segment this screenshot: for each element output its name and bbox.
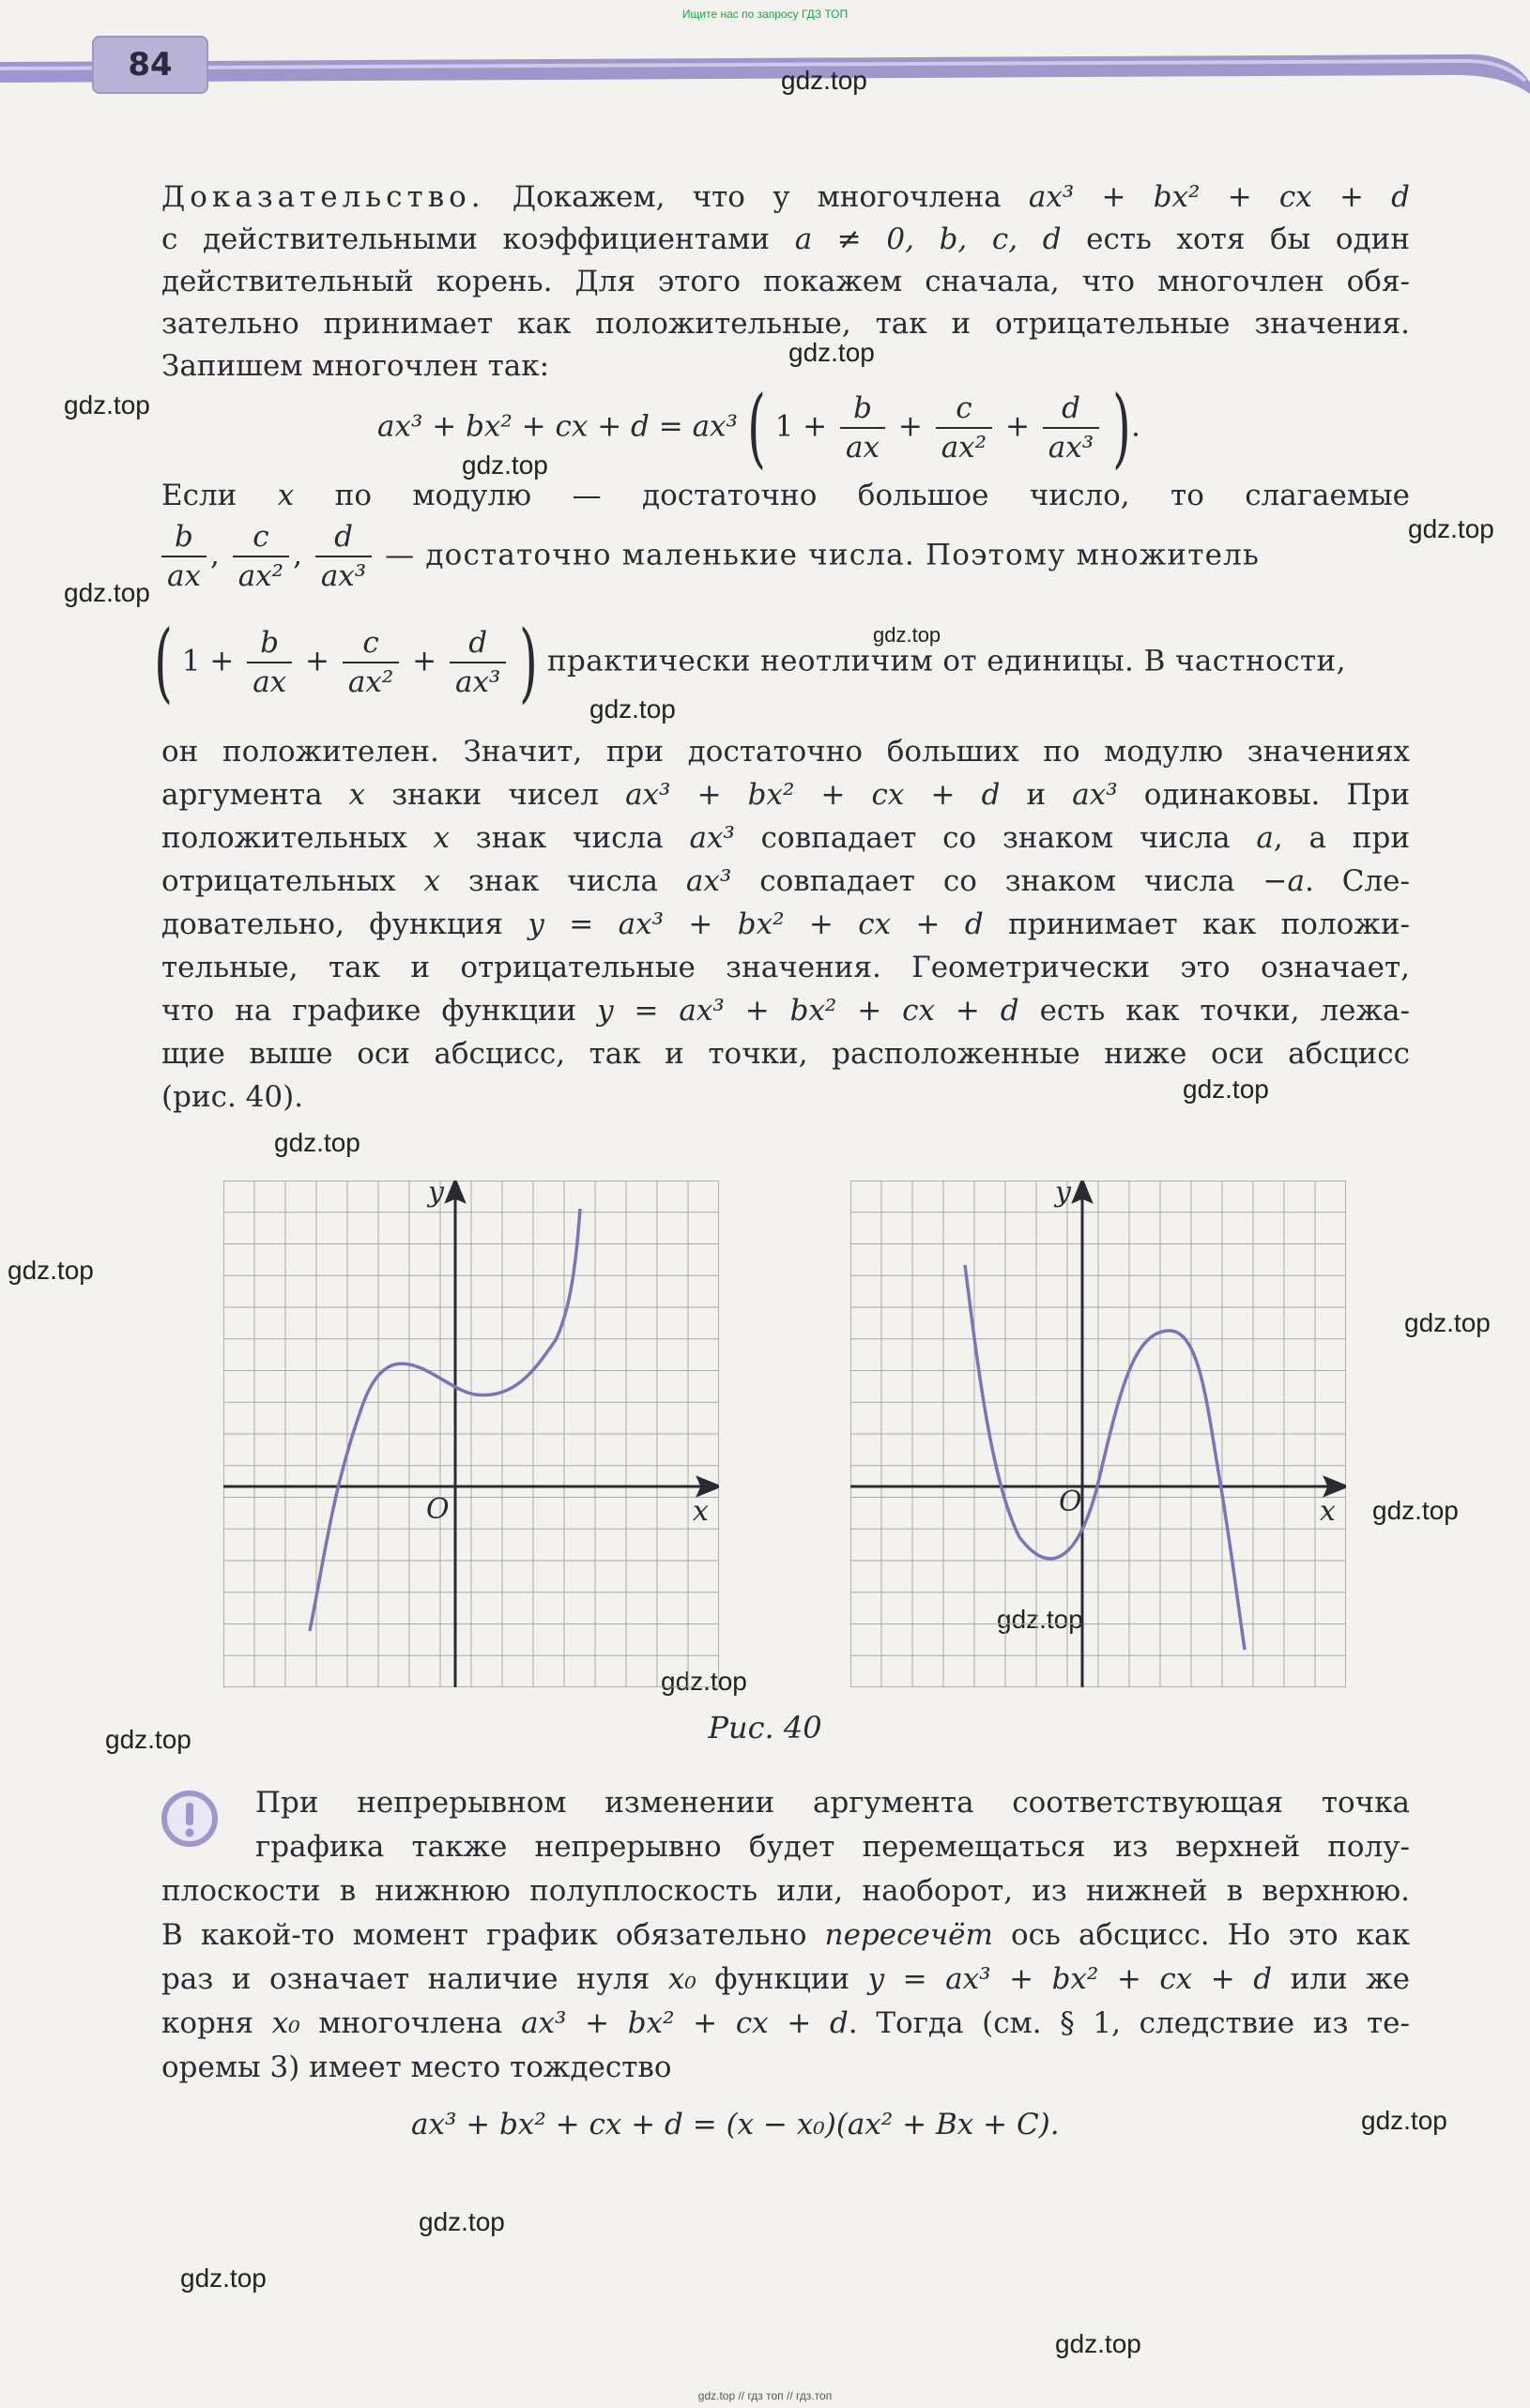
watermark: gdz.top [589,694,676,724]
fraction: $\frac{c}{\text{ax²}}$ [233,518,289,595]
watermark: gdz.top [1408,514,1494,543]
watermark: gdz.top [1183,1074,1269,1104]
axis-y-label: y [428,1181,444,1209]
fraction: $\frac{c}{\text{ax²}}$ [343,624,399,701]
fraction: $\frac{d}{\text{ax³}}$ [315,518,372,595]
watermark: gdz.top [997,1605,1083,1634]
watermark: gdz.top [788,338,875,367]
text-line: Запишем многочлен так: [161,349,550,383]
watermark: gdz.top [873,623,941,647]
text-line: зательно принимает как положительные, так и отрицательные значения. [161,307,1410,341]
origin-label: O [1059,1486,1082,1518]
text-line: положительных x знак числа ax³ совпадает со знаком числа a, а при [161,821,1410,855]
fractions-line: $\frac{b}{ax}$ , $\frac{c}{\text{ax²}}$ , $\frac{d}{\text{ax³}}$ — достаточно маленькие числа. Поэтому множитель [158,518,1410,595]
paragraph-small-terms [161,475,1410,517]
graph-right [850,1181,1346,1687]
text-line: что на графике функции y = ax³ + bx² + cx + d есть как точки, лежа- [161,994,1410,1028]
paragraph-continuity [161,1781,1410,2090]
watermark: gdz.top [274,1128,360,1157]
watermark: gdz.top [781,66,867,95]
watermark: gdz.top [8,1256,94,1285]
watermark: gdz.top [1361,2106,1447,2135]
top-banner: Ищите нас по запросу ГДЗ ТОП [681,8,849,21]
text-line: тельные, так и отрицательные значения. Геометрически это означает, [161,951,1410,984]
fraction: $\frac{d}{\text{ax³}}$ [450,624,506,701]
grid-lines [223,1181,719,1687]
axis-x-label: x [1320,1495,1336,1528]
watermark: gdz.top [462,450,548,480]
cubic-curve-positive [310,1209,580,1631]
axis-y-label: y [1055,1181,1071,1209]
fraction: $\frac{c}{\text{ax²}}$ [936,389,992,466]
watermark: gdz.top [419,2207,505,2236]
graph-left [223,1181,719,1687]
fraction: $\frac{b}{ax}$ [247,624,292,701]
text-line: (рис. 40). [161,1080,304,1114]
watermark: gdz.top [64,578,150,607]
fraction: $\frac{b}{ax}$ [840,389,885,466]
text-line: с действительными коэффициентами a ≠ 0, b, c, d есть хотя бы один [161,222,1411,256]
watermark: gdz.top [1055,2329,1141,2358]
text-line: довательно, функция y = ax³ + bx² + cx + d принимает как положи- [161,907,1410,941]
watermark: gdz.top [661,1667,747,1696]
watermark: gdz.top [180,2263,267,2293]
text-line: корня x₀ многочлена ax³ + bx² + cx + d. Тогда (см. § 1, следствие из те- [161,2006,1410,2040]
text-line: щие выше оси абсцисс, так и точки, расположенные ниже оси абсцисс [161,1037,1410,1071]
formula-factored: ax³ + bx² + cx + d = ax³ ( 1 + $\frac{b}{ax}$ + $\frac{c}{\text{ax²}}$ + $\frac{d}{\text{ax³}}$ ). [377,377,1140,478]
text-line: аргумента x знаки чисел ax³ + bx² + cx + d и ax³ одинаковы. При [161,778,1410,812]
figure-caption: Рис. 40 [708,1710,822,1745]
text-line: он положителен. Значит, при достаточно больших по модулю значениях [161,735,1410,769]
text-line: отрицательных x знак числа ax³ совпадает со знаком числа −a. Сле- [161,864,1410,898]
footer-text: gdz.top // гдз топ // гдз.топ [697,2389,833,2402]
axis-x-label: x [693,1495,709,1528]
grid-lines [850,1181,1346,1687]
watermark: gdz.top [1404,1308,1491,1337]
proof-paragraph [161,176,1410,388]
watermark: gdz.top [64,390,150,419]
multiplier-line: ( 1 + $\frac{b}{ax}$ + $\frac{c}{\text{ax²}}$ + $\frac{d}{\text{ax³}}$ ) практически неотличим от единицы. В частности, [154,612,1346,712]
text-line: При непрерывном изменении аргумента соответствующая точка [255,1786,1410,1820]
proof-lead: Доказательство. [161,180,485,214]
fraction: $\frac{b}{ax}$ [161,518,207,595]
paragraph-signs [161,730,1410,1119]
fraction: $\frac{d}{\text{ax³}}$ [1043,389,1099,466]
text-line: Если x по модулю — достаточно большое число, то слагаемые [161,479,1411,512]
text-line: графика также непрерывно будет перемещаться из верхней полу- [255,1830,1410,1864]
watermark: gdz.top [1372,1496,1459,1525]
text-line: плоскости в нижнюю полуплоскость или, наоборот, из нижней в верхнюю. [161,1874,1410,1908]
text-line: оремы 3) имеет место тождество [161,2050,672,2084]
page-number: 84 [92,36,208,94]
text-line: В какой-то момент график обязательно пересечёт ось абсцисс. Но это как [161,1918,1410,1952]
text-line: раз и означает наличие нуля x₀ функции y = ax³ + bx² + cx + d или же [161,1962,1410,1996]
text-line: действительный корень. Для этого покажем сначала, что многочлен обя- [161,265,1410,298]
formula-identity: ax³ + bx² + cx + d = (x − x₀)(ax² + Bx + C). [411,2108,1060,2141]
origin-label: O [426,1493,450,1526]
text-line: Доказательство. Докажем, что у многочлена ax³ + bx² + cx + d [161,180,1410,214]
watermark: gdz.top [105,1725,191,1754]
header-band [0,26,1530,115]
